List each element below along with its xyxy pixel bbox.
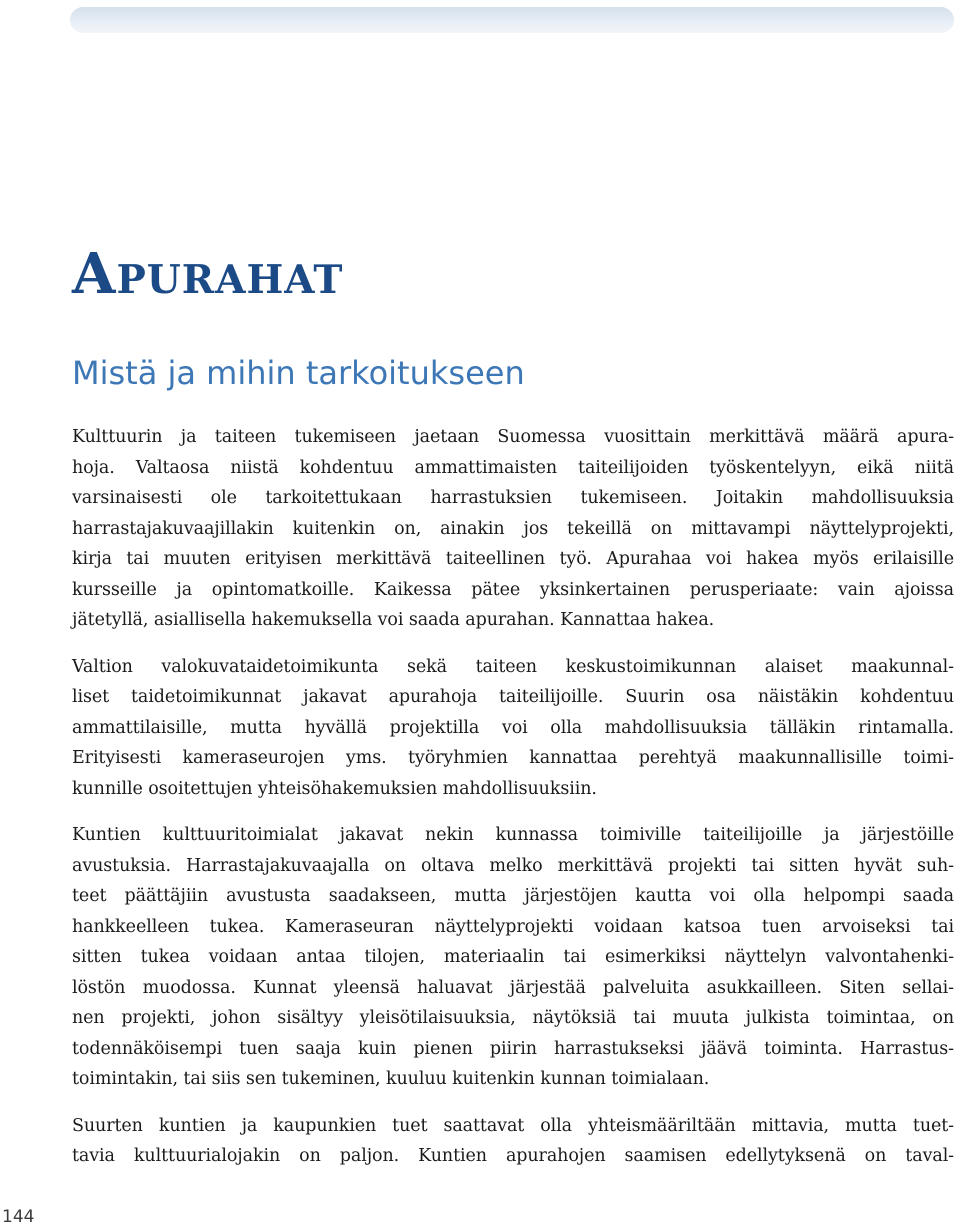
text-line: sitten tukea voidaan antaa tilojen, materiaalin tai esimerkiksi näyttelyn valvontahenki- [72,947,954,967]
text-line: toimintakin, tai siis sen tukeminen, kuuluu kuitenkin kunnan toimialaan. [72,1069,710,1089]
text-line: Suurten kuntien ja kaupunkien tuet saattavat olla yhteismääriltään mittavia, mutta tuet- [72,1115,954,1136]
text-line: Valtion valokuvataidetoimikunta sekä taiteen keskustoimikunnan alaiset maakunnal- [72,656,954,677]
page-subtitle: Mistä ja mihin tarkoitukseen [72,354,525,392]
text-line: liset taidetoimikunnat jakavat apurahoja taiteilijoille. Suurin osa näistäkin kohdentuu [72,687,954,707]
text-line: Erityisesti kameraseurojen yms. työryhmien kannattaa perehtyä maakunnallisille toimi- [72,748,954,768]
text-line: todennäköisempi tuen saaja kuin pienen piirin harrastukseksi jäävä toiminta. Harrastus- [72,1038,954,1059]
page-number: 144 [2,1207,35,1227]
paragraph-4 [72,1111,954,1172]
paragraph-2 [72,652,954,805]
paragraph-3 [72,820,954,1095]
text-line: varsinaisesti ole tarkoitettukaan harrastuksien tukemiseen. Joitakin mahdollisuuksia [72,488,954,508]
page-title: Apurahat [72,241,344,307]
text-line: kursseille ja opintomatkoille. Kaikessa pätee yksinkertainen perusperiaate: vain ajoissa [72,579,954,600]
text-line: tavia kulttuurialojakin on paljon. Kuntien apurahojen saamisen edellytyksenä on taval- [72,1146,954,1166]
text-line: nen projekti, johon sisältyy yleisötilaisuuksia, näytöksiä tai muuta julkista toimintaa, on [72,1008,954,1028]
text-line: hoja. Valtaosa niistä kohdentuu ammattimaisten taiteilijoiden työskentelyyn, eikä niitä [72,457,954,478]
text-line: kunnille osoitettujen yhteisöhakemuksien mahdollisuuksiin. [72,778,597,799]
header-decorative-band [70,7,954,33]
text-line: kirja tai muuten erityisen merkittävä taiteellinen työ. Apurahaa voi hakea myös erilaisille [72,549,954,569]
text-line: harrastajakuvaajillakin kuitenkin on, ainakin jos tekeillä on mittavampi näyttelyprojekti, [72,518,954,539]
text-line: hankkeelleen tukea. Kameraseuran näyttelyprojekti voidaan katsoa tuen arvoiseksi tai [72,916,954,937]
text-line: teet päättäjiin avustusta saadakseen, mutta järjestöjen kautta voi olla helpompi saada [72,886,954,906]
text-line: jätetyllä, asiallisella hakemuksella voi saada apurahan. Kannattaa hakea. [72,610,715,630]
text-line: avustuksia. Harrastajakuvaajalla on oltava melko merkittävä projekti tai sitten hyvät suh- [72,855,954,876]
text-line: Kulttuurin ja taiteen tukemiseen jaetaan Suomessa vuosittain merkittävä määrä apura- [72,427,954,447]
body-text [72,422,954,1188]
text-line: löstön muodossa. Kunnat yleensä haluavat järjestää palveluita asukkailleen. Siten sellai- [72,977,954,998]
paragraph-1 [72,422,954,636]
text-line: Kuntien kulttuuritoimialat jakavat nekin kunnassa toimiville taiteilijoille ja järjestöille [72,825,954,845]
text-line: ammattilaisille, mutta hyvällä projektilla voi olla mahdollisuuksia tälläkin rintamalla. [72,717,954,738]
